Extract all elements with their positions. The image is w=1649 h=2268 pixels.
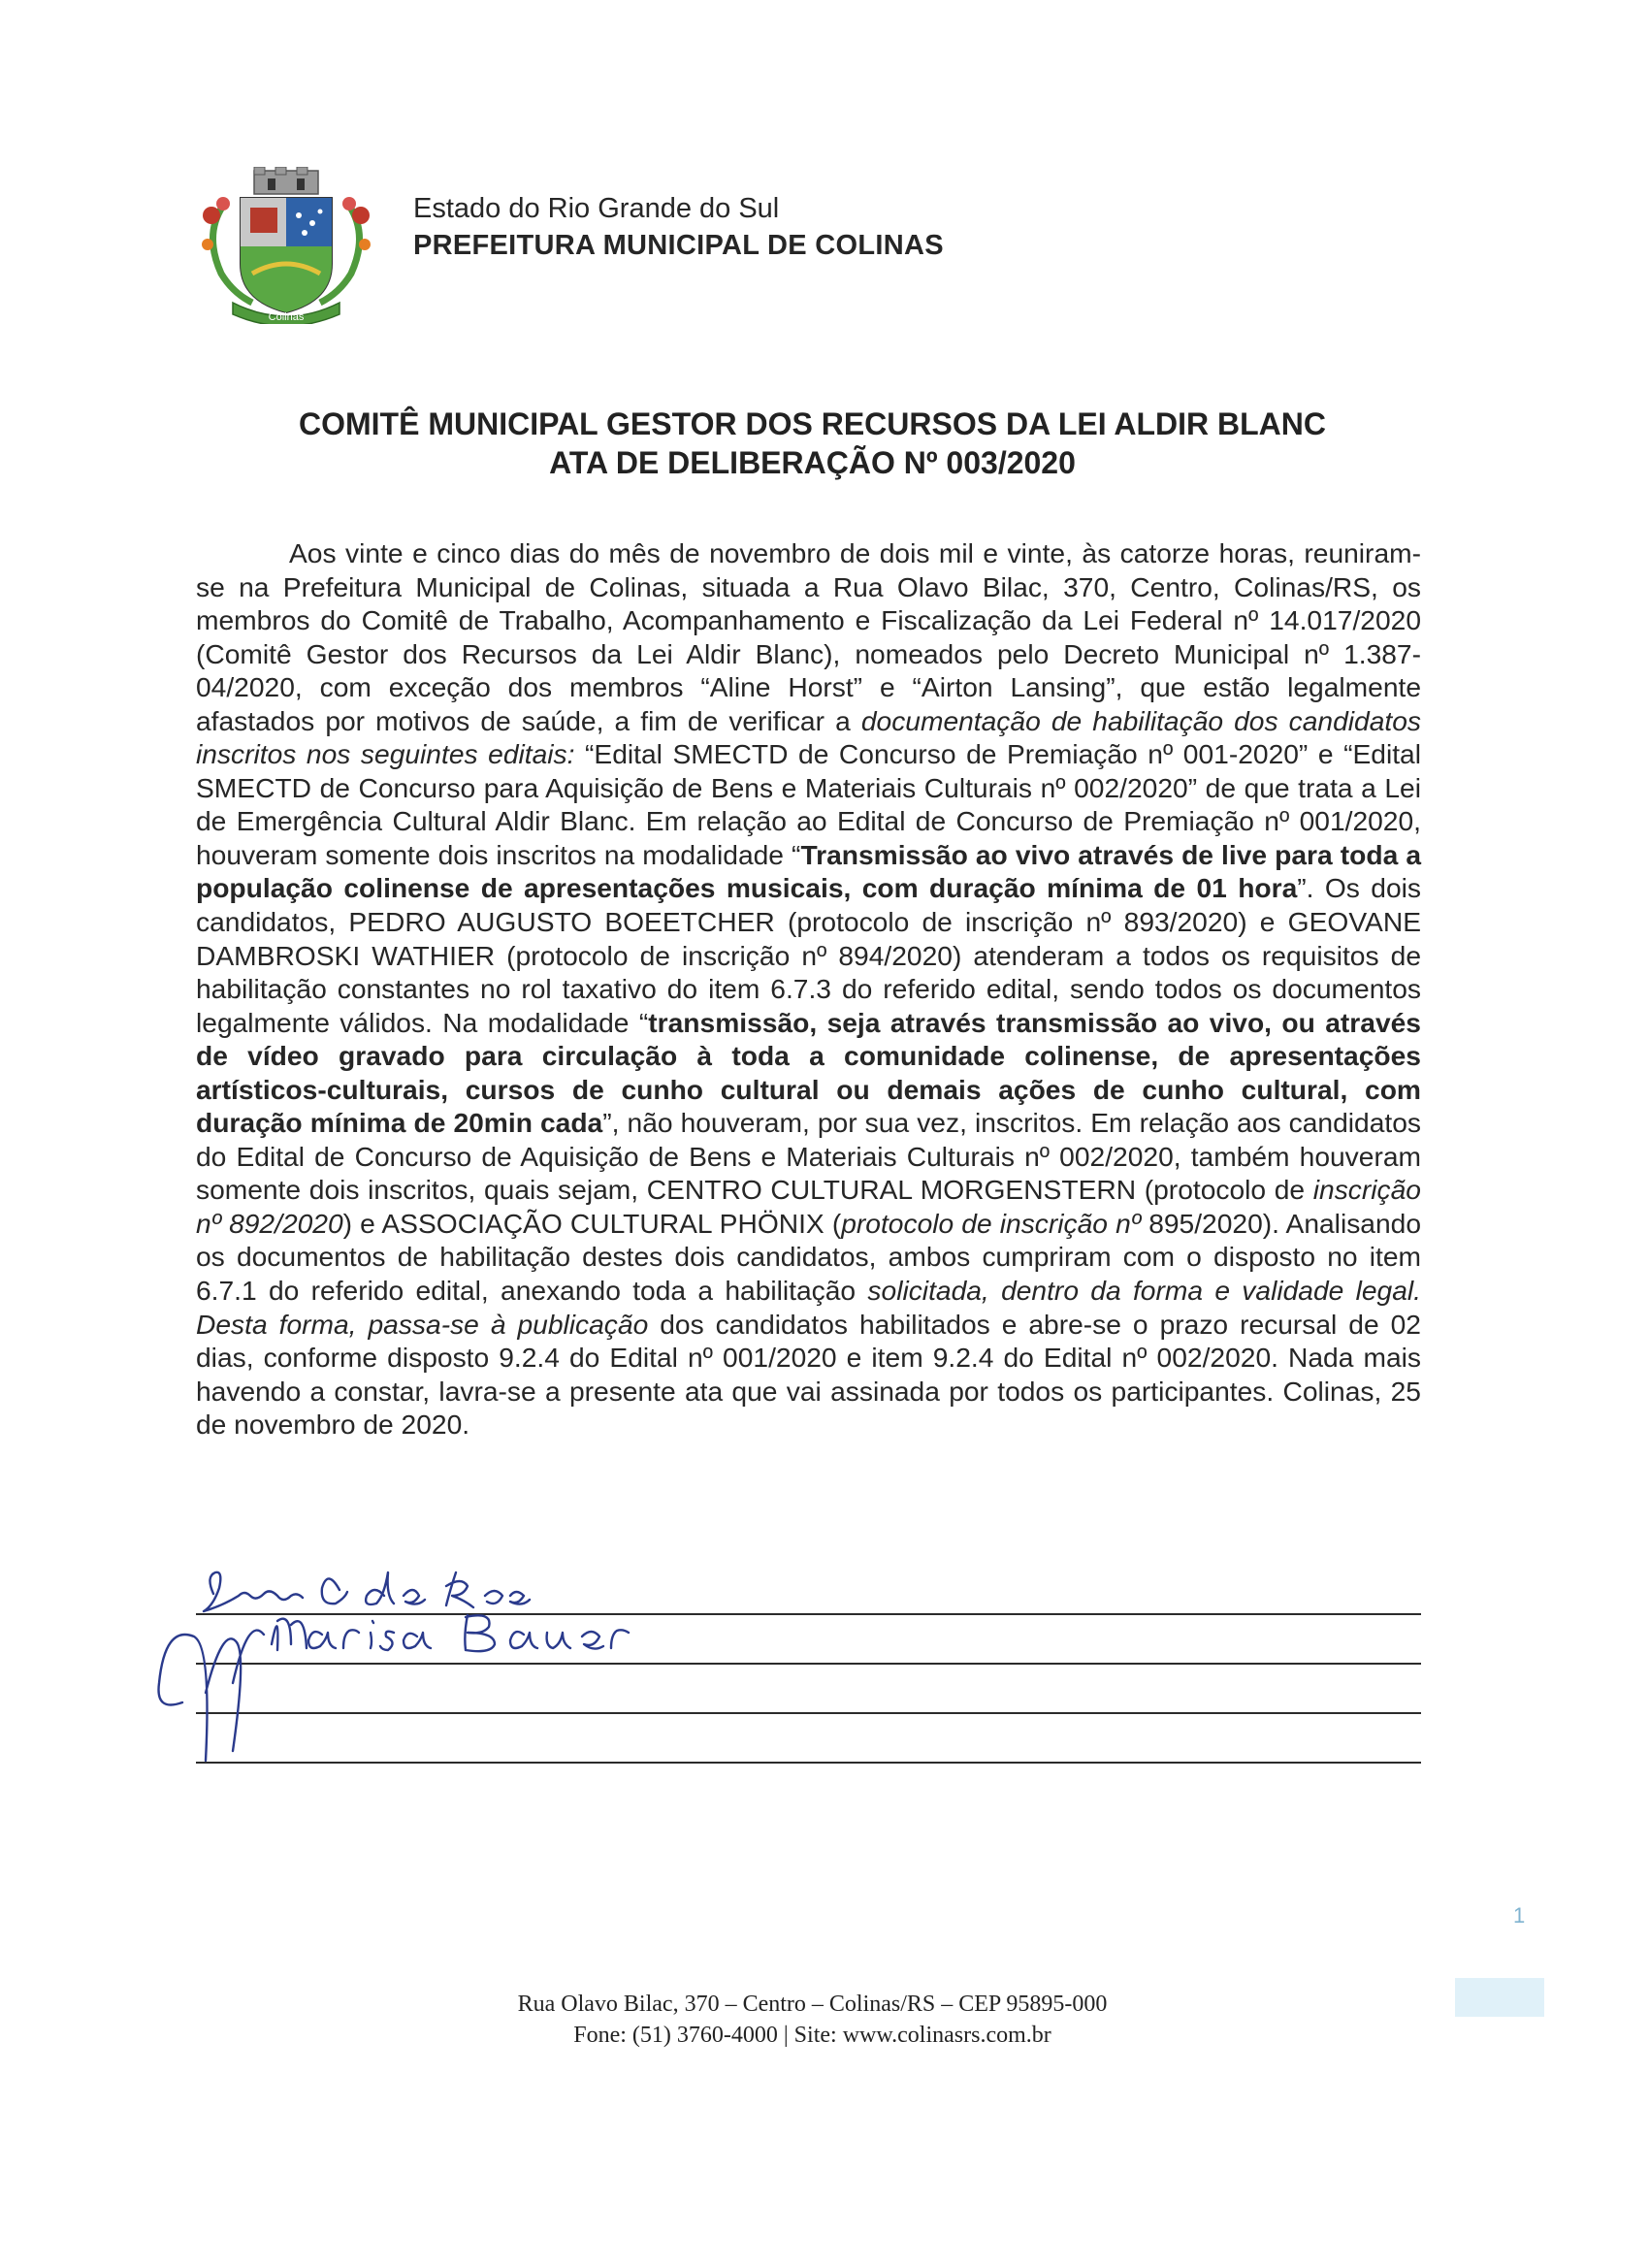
state-name: Estado do Rio Grande do Sul [413, 193, 780, 224]
minutes-body [196, 536, 1421, 1442]
signature-1 [204, 1572, 303, 1611]
document-title [194, 405, 1431, 482]
signature-2 [272, 1619, 307, 1650]
scan-stain [1455, 1974, 1547, 2021]
body-text-italic: documentação de habilitação dos candidatos inscritos nos seguintes editais: [196, 704, 1421, 770]
page-footer [194, 1989, 1431, 2051]
body-text-segment: dos candidatos habilitados e abre-se o prazo recursal de 02 dias, conforme disposto 9.2.4 do Edital nº 001/2020 e item 9.2.4 do Edital nº 002/2020. Nada mais havendo a constar, lavra-se a presente ata que vai assinada por todos os participantes. Colinas, 25 de novembro de 2020. [196, 1308, 1421, 1441]
body-text-segment: ) e ASSOCIAÇÃO CULTURAL PHÖNIX ( [342, 1207, 842, 1239]
footer-address: Rua Olavo Bilac, 370 – Centro – Colinas/RS – CEP 95895-000 [517, 1992, 1108, 2017]
letterhead [413, 190, 944, 264]
body-text-bold: Transmissão ao vivo através de live para toda a população colinense de apresentações musicais, com duração mínima de 01 hora [196, 838, 1421, 904]
municipal-crest-logo [194, 167, 378, 324]
handwritten-signatures [155, 1567, 698, 1780]
body-text-italic: solicitada, dentro da forma e validade legal. Desta forma, passa-se à publicação [196, 1275, 1421, 1340]
crest-ribbon-label: Colinas [268, 311, 305, 323]
deliberation-title: ATA DE DELIBERAÇÃO Nº 003/2020 [549, 445, 1076, 480]
body-text-segment: “Edital SMECTD de Concurso de Premiação nº 001-2020” e “Edital SMECTD de Concurso para Aquisição de Bens e Materiais Culturais nº 002/2020” de que trata a Lei de Emergência Cultural Aldir Blanc. Em relação ao Edital de Concurso de Premiação nº 001/2020, houveram somente dois inscritos na modalidade “ [196, 738, 1421, 870]
committee-title: COMITÊ MUNICIPAL GESTOR DOS RECURSOS DA LEI ALDIR BLANC [299, 406, 1326, 441]
body-text-italic: protocolo de inscrição nº [841, 1207, 1142, 1239]
body-text-segment: ”, não houveram, por sua vez, inscritos. Em relação aos candidatos do Edital de Concurso de Aquisição de Bens e Materiais Culturais nº 002/2020, também houveram somente dois inscritos, quais sejam, CENTRO CULTURAL MORGENSTERN (protocolo de [196, 1107, 1421, 1206]
body-text-italic: inscrição nº 892/2020 [196, 1174, 1421, 1239]
footer-contact: Fone: (51) 3760-4000 | Site: www.colinasrs.com.br [573, 2023, 1051, 2048]
body-text-segment: Aos vinte e cinco dias do mês de novembro de dois mil e vinte, às catorze horas, reuniram-se na Prefeitura Municipal de Colinas, situada a Rua Olavo Bilac, 370, Centro, Colinas/RS, os membros do Comitê de Trabalho, Acompanhamento e Fiscalização da Lei Federal nº 14.017/2020 (Comitê Gestor dos Recursos da Lei Aldir Blanc), nomeados pelo Decreto Municipal nº 1.387-04/2020, com exceção dos membros “Aline Horst” e “Airton Lansing”, que estão legalmente afastados por motivos de saúde, a fim de verificar a [196, 537, 1421, 736]
municipality-name: PREFEITURA MUNICIPAL DE COLINAS [413, 230, 944, 261]
body-text-segment: 895/2020). Analisando os documentos de habilitação destes dois candidatos, ambos cumpriram com o disposto no item 6.7.1 do referido edital, anexando toda a habilitação [196, 1207, 1422, 1307]
body-text-segment: ”. Os dois candidatos, PEDRO AUGUSTO BOEETCHER (protocolo de inscrição nº 893/2020) e GEOVANE DAMBROSKI WATHIER (protocolo de inscrição nº 894/2020) atenderam a todos os requisitos de habilitação constantes no rol taxativo do item 6.7.3 do referido edital, sendo todos os documentos legalmente válidos. Na modalidade “ [196, 872, 1422, 1038]
page-number: 1 [1513, 1903, 1526, 1928]
body-text-bold: transmissão, seja através transmissão ao vivo, ou através de vídeo gravado para circulação à toda a comunidade colinense, de apresentações artísticos-culturais, cursos de cunho cultural ou demais ações de cunho cultural, com duração mínima de 20min cada [196, 1006, 1421, 1139]
